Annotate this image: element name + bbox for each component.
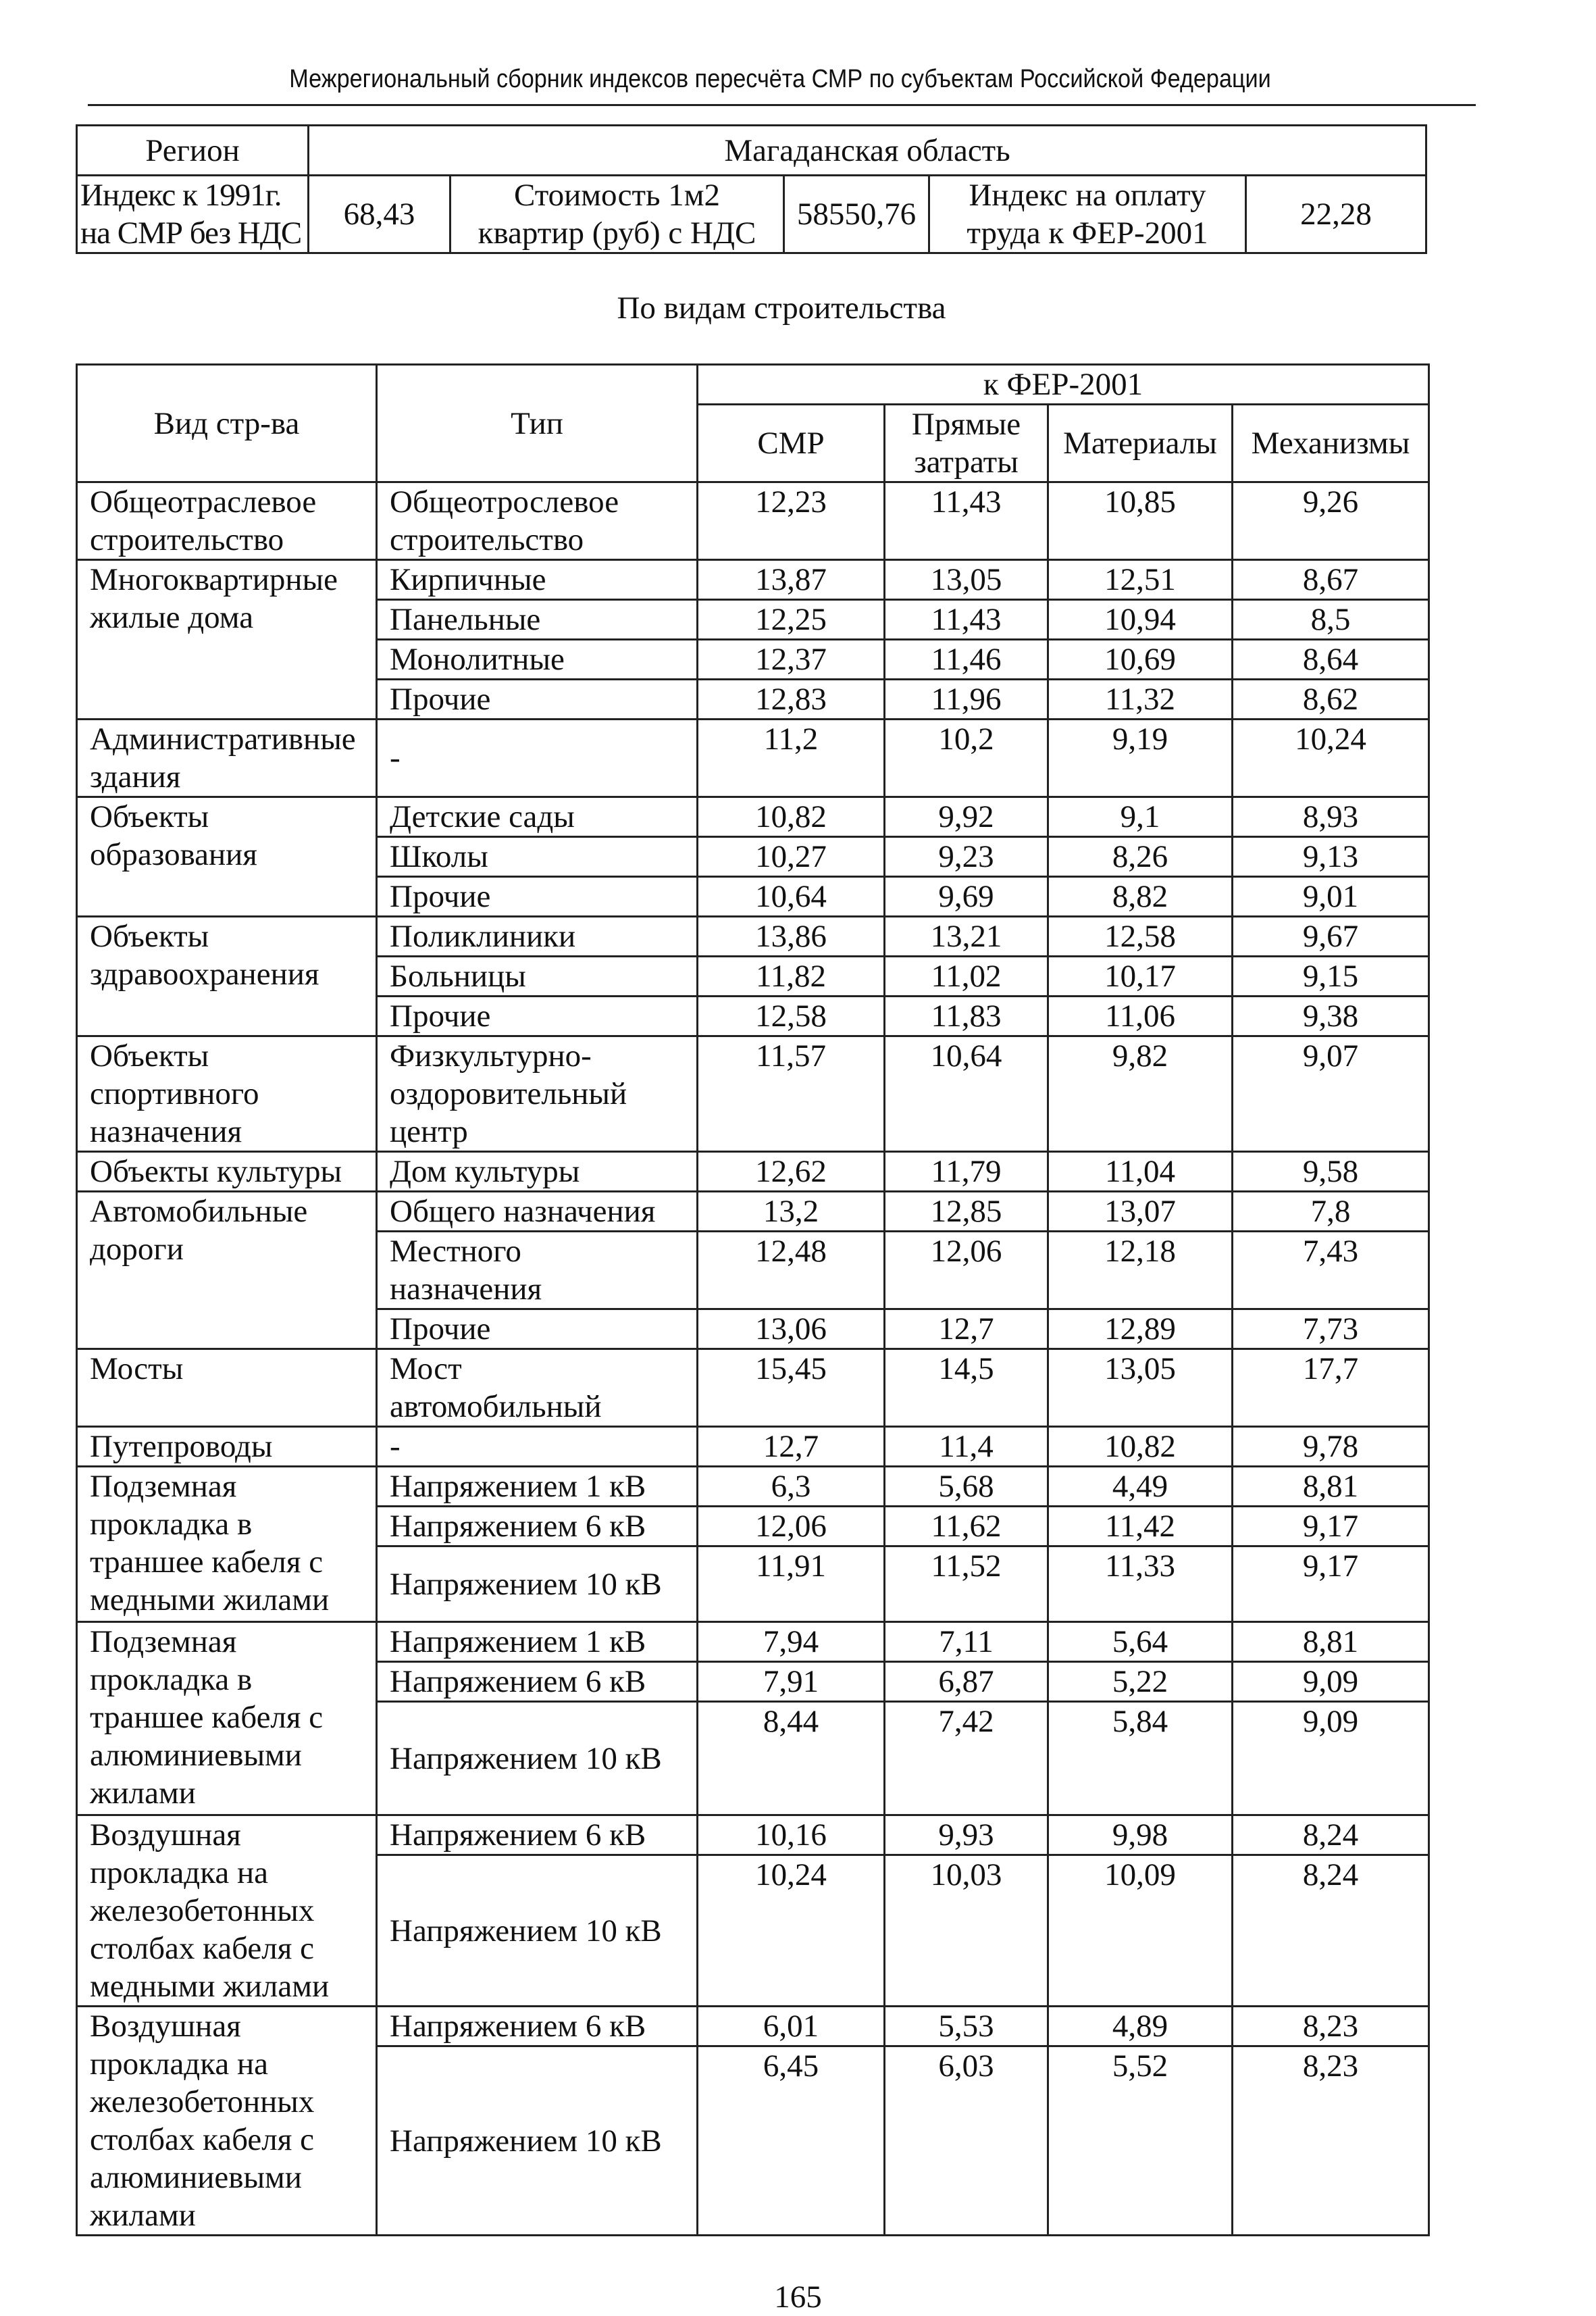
- direct-costs-cell: 11,79: [885, 1152, 1048, 1192]
- mechanisms-cell: 17,7: [1233, 1349, 1429, 1427]
- direct-costs-cell: 11,83: [885, 997, 1048, 1036]
- direct-costs-cell: 6,03: [885, 2046, 1048, 2236]
- smr-cell: 12,48: [698, 1232, 885, 1309]
- smr-cell: 11,91: [698, 1546, 885, 1622]
- smr-cell: 11,57: [698, 1036, 885, 1152]
- mechanisms-cell: 9,58: [1233, 1152, 1429, 1192]
- col-header-tip: Тип: [377, 365, 698, 482]
- mechanisms-cell: 9,17: [1233, 1546, 1429, 1622]
- table-row: [77, 1622, 1429, 1662]
- direct-costs-cell: 12,85: [885, 1192, 1048, 1232]
- construction-type-cell: Подземная прокладка в траншее кабеля с медными жилами: [77, 1467, 377, 1622]
- materials-cell: 5,22: [1048, 1662, 1233, 1702]
- construction-type-cell: Объекты спортивного назначения: [77, 1036, 377, 1152]
- mechanisms-cell: 9,15: [1233, 957, 1429, 997]
- mechanisms-cell: 8,24: [1233, 1855, 1429, 2007]
- materials-cell: 4,49: [1048, 1467, 1233, 1507]
- mechanisms-cell: 9,13: [1233, 837, 1429, 877]
- smr-cell: 10,27: [698, 837, 885, 877]
- direct-costs-cell: 6,87: [885, 1662, 1048, 1702]
- mechanisms-cell: 9,09: [1233, 1662, 1429, 1702]
- direct-costs-cell: 11,96: [885, 680, 1048, 720]
- col-header-materials: Материалы: [1048, 405, 1233, 482]
- direct-costs-cell: 11,62: [885, 1507, 1048, 1546]
- subtype-cell: Общеотрослевое строительство: [377, 482, 698, 560]
- subtype-cell: -: [377, 720, 698, 797]
- direct-costs-cell: 11,43: [885, 482, 1048, 560]
- table-row: [77, 917, 1429, 957]
- mechanisms-cell: 9,38: [1233, 997, 1429, 1036]
- mechanisms-cell: 8,81: [1233, 1467, 1429, 1507]
- table-row: [77, 1467, 1429, 1507]
- materials-cell: 9,19: [1048, 720, 1233, 797]
- mechanisms-cell: 8,93: [1233, 797, 1429, 837]
- materials-cell: 8,26: [1048, 837, 1233, 877]
- materials-cell: 11,42: [1048, 1507, 1233, 1546]
- subtype-cell: Напряжением 6 кВ: [377, 1507, 698, 1546]
- mechanisms-cell: 9,17: [1233, 1507, 1429, 1546]
- construction-type-cell: Автомобильные дороги: [77, 1192, 377, 1349]
- page-number: 165: [774, 2280, 822, 2315]
- smr-cell: 10,24: [698, 1855, 885, 2007]
- table-row: [77, 1349, 1429, 1427]
- mechanisms-cell: 7,43: [1233, 1232, 1429, 1309]
- subtype-cell: Физкультурно- оздоровительный центр: [377, 1036, 698, 1152]
- subtype-cell: Прочие: [377, 997, 698, 1036]
- construction-type-cell: Мосты: [77, 1349, 377, 1427]
- cost-value: 58550,76: [784, 176, 929, 253]
- direct-costs-cell: 9,69: [885, 877, 1048, 917]
- mechanisms-cell: 8,64: [1233, 640, 1429, 680]
- smr-cell: 10,82: [698, 797, 885, 837]
- materials-cell: 12,58: [1048, 917, 1233, 957]
- subtype-cell: Общего назначения: [377, 1192, 698, 1232]
- direct-costs-cell: 7,11: [885, 1622, 1048, 1662]
- mechanisms-cell: 7,73: [1233, 1309, 1429, 1349]
- col-header-vid: Вид стр-ва: [77, 365, 377, 482]
- subtype-cell: Напряжением 6 кВ: [377, 1815, 698, 1855]
- materials-cell: 12,89: [1048, 1309, 1233, 1349]
- subtype-cell: Напряжением 10 кВ: [377, 1702, 698, 1815]
- subtype-cell: Поликлиники: [377, 917, 698, 957]
- smr-cell: 12,23: [698, 482, 885, 560]
- mechanisms-cell: 8,24: [1233, 1815, 1429, 1855]
- construction-index-table: [76, 363, 1430, 2236]
- direct-costs-cell: 10,64: [885, 1036, 1048, 1152]
- smr-cell: 12,7: [698, 1427, 885, 1467]
- subtype-cell: Мост автомобильный: [377, 1349, 698, 1427]
- construction-type-cell: Объекты образования: [77, 797, 377, 917]
- subtype-cell: Панельные: [377, 600, 698, 640]
- construction-type-cell: Воздушная прокладка на железобетонных столбах кабеля с медными жилами: [77, 1815, 377, 2007]
- construction-type-cell: Общеотраслевое строительство: [77, 482, 377, 560]
- materials-cell: 11,32: [1048, 680, 1233, 720]
- materials-cell: 10,94: [1048, 600, 1233, 640]
- mechanisms-cell: 8,5: [1233, 600, 1429, 640]
- table-row: [77, 560, 1429, 600]
- direct-costs-cell: 5,68: [885, 1467, 1048, 1507]
- smr-cell: 6,45: [698, 2046, 885, 2236]
- smr-cell: 15,45: [698, 1349, 885, 1427]
- direct-costs-cell: 10,2: [885, 720, 1048, 797]
- mechanisms-cell: 8,81: [1233, 1622, 1429, 1662]
- materials-cell: 5,84: [1048, 1702, 1233, 1815]
- smr-cell: 10,64: [698, 877, 885, 917]
- smr-cell: 13,86: [698, 917, 885, 957]
- subtype-cell: Напряжением 10 кВ: [377, 1855, 698, 2007]
- smr-cell: 7,91: [698, 1662, 885, 1702]
- subtype-cell: Прочие: [377, 877, 698, 917]
- mechanisms-cell: 9,26: [1233, 482, 1429, 560]
- smr-cell: 6,01: [698, 2007, 885, 2046]
- materials-cell: 13,05: [1048, 1349, 1233, 1427]
- mechanisms-cell: 9,78: [1233, 1427, 1429, 1467]
- subtype-cell: Школы: [377, 837, 698, 877]
- mechanisms-cell: 8,23: [1233, 2046, 1429, 2236]
- smr-cell: 8,44: [698, 1702, 885, 1815]
- header-rule: [88, 104, 1476, 106]
- materials-cell: 11,33: [1048, 1546, 1233, 1622]
- smr-cell: 11,2: [698, 720, 885, 797]
- subtype-cell: Больницы: [377, 957, 698, 997]
- subtype-cell: Кирпичные: [377, 560, 698, 600]
- smr-cell: 12,83: [698, 680, 885, 720]
- labor-index-value: 22,28: [1246, 176, 1426, 253]
- table-row: [77, 1152, 1429, 1192]
- table-row: [77, 1427, 1429, 1467]
- direct-costs-cell: 13,05: [885, 560, 1048, 600]
- subtype-cell: Напряжением 1 кВ: [377, 1467, 698, 1507]
- construction-type-cell: Объекты здравоохранения: [77, 917, 377, 1036]
- subtype-cell: Напряжением 10 кВ: [377, 2046, 698, 2236]
- materials-cell: 10,09: [1048, 1855, 1233, 2007]
- subtype-cell: -: [377, 1427, 698, 1467]
- table-row: [77, 2007, 1429, 2046]
- mechanisms-cell: 10,24: [1233, 720, 1429, 797]
- region-info-table: [76, 124, 1427, 254]
- smr-cell: 12,25: [698, 600, 885, 640]
- section-subtitle: По видам строительства: [617, 291, 946, 326]
- materials-cell: 8,82: [1048, 877, 1233, 917]
- mechanisms-cell: 9,01: [1233, 877, 1429, 917]
- smr-cell: 13,2: [698, 1192, 885, 1232]
- construction-type-cell: Многоквартирные жилые дома: [77, 560, 377, 720]
- col-header-fer: к ФЕР-2001: [698, 365, 1429, 405]
- mechanisms-cell: 8,62: [1233, 680, 1429, 720]
- direct-costs-cell: 5,53: [885, 2007, 1048, 2046]
- materials-cell: 9,1: [1048, 797, 1233, 837]
- materials-cell: 13,07: [1048, 1192, 1233, 1232]
- cost-label: Стоимость 1м2 квартир (руб) с НДС: [451, 176, 784, 253]
- direct-costs-cell: 12,7: [885, 1309, 1048, 1349]
- direct-costs-cell: 11,52: [885, 1546, 1048, 1622]
- construction-type-cell: Путепроводы: [77, 1427, 377, 1467]
- direct-costs-cell: 9,92: [885, 797, 1048, 837]
- direct-costs-cell: 11,4: [885, 1427, 1048, 1467]
- materials-cell: 10,69: [1048, 640, 1233, 680]
- subtype-cell: Напряжением 6 кВ: [377, 1662, 698, 1702]
- construction-type-cell: Подземная прокладка в траншее кабеля с алюминиевыми жилами: [77, 1622, 377, 1815]
- direct-costs-cell: 11,43: [885, 600, 1048, 640]
- subtype-cell: Монолитные: [377, 640, 698, 680]
- mechanisms-cell: 9,09: [1233, 1702, 1429, 1815]
- smr-cell: 13,87: [698, 560, 885, 600]
- table-row: [77, 797, 1429, 837]
- direct-costs-cell: 12,06: [885, 1232, 1048, 1309]
- subtype-cell: Напряжением 10 кВ: [377, 1546, 698, 1622]
- table-row: [77, 720, 1429, 797]
- direct-costs-cell: 9,23: [885, 837, 1048, 877]
- smr-cell: 13,06: [698, 1309, 885, 1349]
- col-header-smr: СМР: [698, 405, 885, 482]
- mechanisms-cell: 7,8: [1233, 1192, 1429, 1232]
- materials-cell: 9,82: [1048, 1036, 1233, 1152]
- subtype-cell: Дом культуры: [377, 1152, 698, 1192]
- region-value: Магаданская область: [309, 126, 1426, 176]
- smr-cell: 10,16: [698, 1815, 885, 1855]
- subtype-cell: Прочие: [377, 680, 698, 720]
- direct-costs-cell: 10,03: [885, 1855, 1048, 2007]
- materials-cell: 4,89: [1048, 2007, 1233, 2046]
- smr-cell: 11,82: [698, 957, 885, 997]
- materials-cell: 12,18: [1048, 1232, 1233, 1309]
- labor-index-label: Индекс на оплату труда к ФЕР-2001: [929, 176, 1246, 253]
- mechanisms-cell: 9,67: [1233, 917, 1429, 957]
- table-row: [77, 482, 1429, 560]
- direct-costs-cell: 7,42: [885, 1702, 1048, 1815]
- smr-cell: 12,58: [698, 997, 885, 1036]
- direct-costs-cell: 13,21: [885, 917, 1048, 957]
- col-header-direct-costs: Прямые затраты: [885, 405, 1048, 482]
- smr-cell: 12,06: [698, 1507, 885, 1546]
- materials-cell: 9,98: [1048, 1815, 1233, 1855]
- materials-cell: 10,17: [1048, 957, 1233, 997]
- table-row: [77, 1192, 1429, 1232]
- mechanisms-cell: 8,67: [1233, 560, 1429, 600]
- materials-cell: 11,06: [1048, 997, 1233, 1036]
- index-1991-value: 68,43: [309, 176, 451, 253]
- smr-cell: 7,94: [698, 1622, 885, 1662]
- construction-type-cell: Административные здания: [77, 720, 377, 797]
- region-label: Регион: [77, 126, 309, 176]
- materials-cell: 12,51: [1048, 560, 1233, 600]
- smr-cell: 6,3: [698, 1467, 885, 1507]
- materials-cell: 5,64: [1048, 1622, 1233, 1662]
- col-header-mechanisms: Механизмы: [1233, 405, 1429, 482]
- direct-costs-cell: 14,5: [885, 1349, 1048, 1427]
- mechanisms-cell: 8,23: [1233, 2007, 1429, 2046]
- subtype-cell: Местного назначения: [377, 1232, 698, 1309]
- materials-cell: 10,82: [1048, 1427, 1233, 1467]
- mechanisms-cell: 9,07: [1233, 1036, 1429, 1152]
- table-row: [77, 1815, 1429, 1855]
- subtype-cell: Напряжением 1 кВ: [377, 1622, 698, 1662]
- table-row: [77, 1036, 1429, 1152]
- materials-cell: 5,52: [1048, 2046, 1233, 2236]
- direct-costs-cell: 9,93: [885, 1815, 1048, 1855]
- smr-cell: 12,37: [698, 640, 885, 680]
- construction-type-cell: Воздушная прокладка на железобетонных столбах кабеля с алюминиевыми жилами: [77, 2007, 377, 2236]
- subtype-cell: Прочие: [377, 1309, 698, 1349]
- materials-cell: 10,85: [1048, 482, 1233, 560]
- subtype-cell: Напряжением 6 кВ: [377, 2007, 698, 2046]
- materials-cell: 11,04: [1048, 1152, 1233, 1192]
- direct-costs-cell: 11,02: [885, 957, 1048, 997]
- smr-cell: 12,62: [698, 1152, 885, 1192]
- construction-type-cell: Объекты культуры: [77, 1152, 377, 1192]
- page-header: Межрегиональный сборник индексов пересчёта СМР по субъектам Российской Федерации: [289, 65, 1271, 93]
- index-1991-label: Индекс к 1991г. на СМР без НДС: [77, 176, 309, 253]
- direct-costs-cell: 11,46: [885, 640, 1048, 680]
- subtype-cell: Детские сады: [377, 797, 698, 837]
